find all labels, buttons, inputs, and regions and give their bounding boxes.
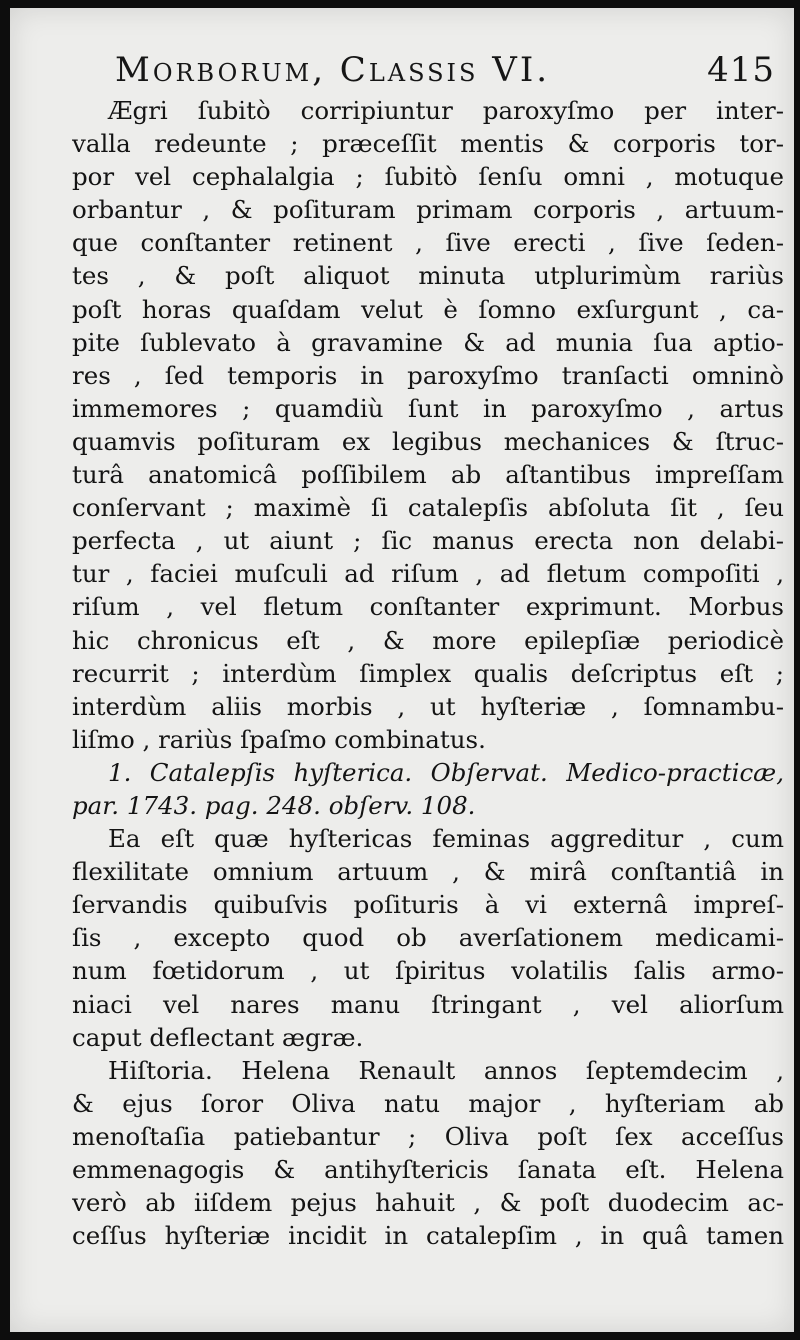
text-line: tur , faciei muſculi ad riſum , ad fletum compoſiti , (72, 559, 784, 589)
text-line: ſis , excepto quod ob averſationem medicami- (72, 923, 784, 953)
paragraph-hysterica (72, 822, 784, 1054)
text-line: riſum , vel fletum conſtanter exprimunt. Morbus (72, 592, 784, 622)
running-title: Morborum, Classis VI. (115, 50, 551, 90)
text-line: por vel cephalalgia ; ſubitò ſenſu omni , motuque (72, 162, 784, 192)
text-line: pite ſublevato à gravamine & ad munia ſua aptio- (72, 327, 784, 357)
text-line: verò ab iiſdem pejus hahuit , & poſt duodecim ac- (72, 1188, 784, 1218)
text-line: Hiſtoria. Helena Renault annos ſeptemdecim , (108, 1055, 784, 1085)
text-line: quamvis poſituram ex legibus mechanices & ſtruc- (72, 426, 784, 456)
page-number: 415 (707, 50, 775, 90)
text-line: conſervant ; maximè ſi catalepſis abſoluta ſit , ſeu (72, 493, 784, 523)
text-line: menoſtaſia patiebantur ; Oliva poſt ſex acceſſus (72, 1121, 784, 1151)
text-line: liſmo , rariùs ſpaſmo combinatus. (72, 724, 486, 754)
text-line: Ægri ſubitò corripiuntur paroxyſmo per inter- (108, 96, 784, 125)
book-page (10, 8, 794, 1332)
text-line: Ea eſt quæ hyſtericas feminas aggreditur , cum (108, 824, 784, 854)
text-line: ceſſus hyſteriæ incidit in catalepſim , in quâ tamen (72, 1221, 784, 1251)
text-line: num fœtidorum , ut ſpiritus volatilis ſalis armo- (72, 956, 784, 986)
text-line: hic chronicus eſt , & more epilepſiæ periodicè (72, 625, 784, 655)
text-line: turâ anatomicâ poſſibilem ab aſtantibus impreſſam (72, 460, 784, 490)
citation-line: par. 1743. pag. 248. obſerv. 108. (72, 790, 476, 820)
paragraph-citation (72, 756, 784, 822)
text-line: recurrit ; interdùm ſimplex qualis deſcriptus eſt ; (72, 658, 784, 688)
body-text (72, 94, 784, 1252)
paragraph-description (72, 94, 784, 756)
text-line: ſervandis quibuſvis poſituris à vi externâ impreſ- (72, 890, 784, 920)
text-line: flexilitate omnium artuum , & mirâ conſtantiâ in (72, 857, 784, 887)
text-line: orbantur , & poſituram primam corporis , artuum- (72, 195, 784, 225)
page-header (115, 50, 785, 90)
citation-line: 1. Catalepſis hyſterica. Obſervat. Medico-practicæ, (108, 757, 784, 787)
text-line: tes , & poſt aliquot minuta utplurimùm rariùs (72, 261, 784, 291)
text-line: emmenagogis & antihyſtericis ſanata eſt. Helena (72, 1155, 784, 1184)
text-line: & ejus ſoror Oliva natu major , hyſteriam ab (72, 1088, 784, 1118)
text-line: valla redeunte ; præceſſit mentis & corporis tor- (72, 129, 784, 159)
text-line: perfecta , ut aiunt ; ſic manus erecta non delabi- (72, 526, 784, 556)
text-line: res , ſed temporis in paroxyſmo tranſacti omninò (72, 360, 784, 390)
text-line: niaci vel nares manu ſtringant , vel aliorſum (72, 989, 784, 1019)
text-line: caput deflectant ægræ. (72, 1022, 364, 1052)
text-line: que conſtanter retinent , ſive erecti , ſive ſeden- (72, 228, 784, 258)
text-line: immemores ; quamdiù ſunt in paroxyſmo , artus (72, 393, 784, 423)
text-line: interdùm aliis morbis , ut hyſteriæ , ſomnambu- (72, 691, 784, 721)
paragraph-historia (72, 1054, 784, 1253)
text-line: poſt horas quaſdam velut è ſomno exſurgunt , ca- (72, 294, 784, 324)
